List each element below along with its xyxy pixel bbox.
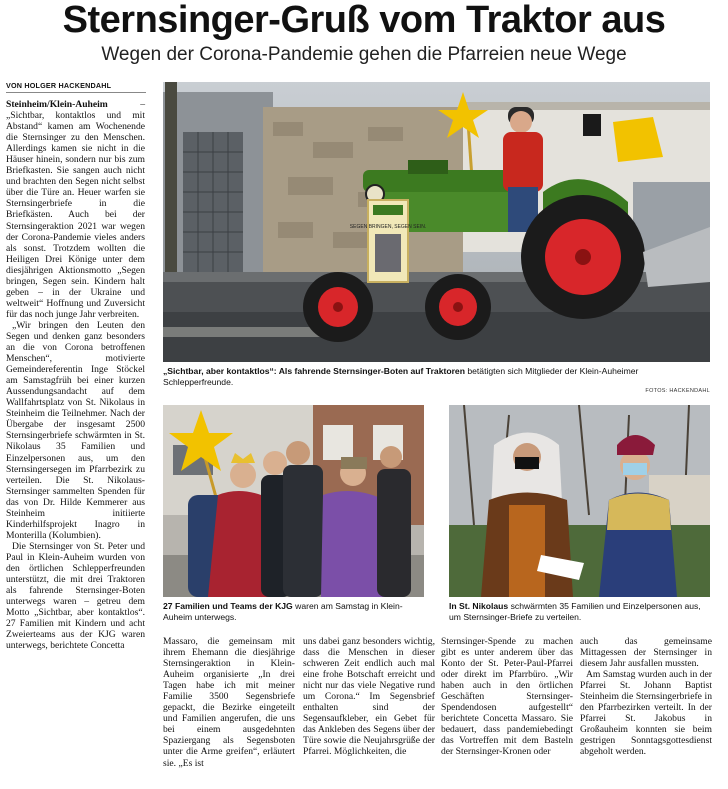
article-column-5 [580, 636, 712, 758]
caption-lead: 27 Familien und Teams der KJG [163, 601, 293, 611]
caption-lead: In St. Nikolaus [449, 601, 509, 611]
main-photo-caption [163, 366, 710, 388]
byline: VON HOLGER HACKENDAHL [6, 81, 146, 93]
paragraph: Massaro, die gemeinsam mit ihrem Ehemann die diesjährige Sternsingeraktion in Klein-Auheim organisierte „In drei Tagen habe ich mit meiner Familie 3500 Segensbriefe gepackt, die Bezirke eingeteilt und Familien angerufen, die uns bei einem ausgedehnten Spaziergang als Segensboten unter die Arme greifen“, erläutert sie. „Es ist [163, 636, 295, 769]
right-photo-caption [449, 601, 710, 623]
article-headline: Sternsinger-Gruß vom Traktor aus [62, 0, 666, 41]
dateline: Steinheim/Klein-Auheim [6, 99, 108, 110]
paragraph: Die Sternsinger von St. Peter und Paul in Klein-Auheim wurden von den örtlichen Schlepperfreunden unterstützt, die mit drei Traktoren als fahrende Sternsinger-Boten unterwegs waren – getreu dem Motto „Sichtbar, aber kontaktlos“. 27 Familien mit Kindern und acht Zweierteams aus der KJG waren unterwegs, berichtete Concetta [6, 540, 145, 652]
photo-credit: FOTOS: HACKENDAHL [645, 388, 710, 394]
paragraph: Am Samstag wurden auch in der Pfarrei St. Johann Baptist Steinheim die Sternsingerbriefe in den Pfarrbezirken verteilt. In der Pfarrei St. Jakobus in Großauheim konnten sie beim gestrigen Sonntagsgottesdienst abgeholt werden. [580, 669, 712, 758]
article-column-4 [441, 636, 573, 758]
photo-kjg-families [163, 405, 424, 597]
paragraph: „Wir bringen den Leuten den Segen und denken ganz besonders an die von Corona betroffenen Menschen“, motivierte Gemeindereferentin Inge Stöckel am Samstagfrüh bei einer kurzen Aussendungsandacht auf dem Wallfahrtsplatz von St. Nikolaus in Steinheim die Teilnehmer. Nach der Übergabe der insgesamt 2500 Sternsingerbriefe schwärmten in St. Nikolaus 35 Familien und Einzelpersonen aus, um den Sternsingersegen im Pfarrbezirk zu verteilen. Die St. Nikolaus-Sternsinger sammelten Spenden für das von Dr. Hilde Kemmerer aus Steinheim initiierte Kinderhilfsprojekt Inagro in Monterilla (Kolumbien). [6, 319, 145, 541]
article-subheadline: Wegen der Corona-Pandemie gehen die Pfarreien neue Wege [101, 44, 627, 65]
left-photo-caption [163, 601, 424, 623]
caption-text: betätigten sich Mitglieder der Klein-Auheimer Schlepperfreunde. [163, 366, 639, 387]
caption-text: schwärmten 35 Familien und Einzelpersonen aus, um Sternsinger-Briefe zu verteilen. [449, 601, 701, 622]
caption-text: waren am Samstag in Klein-Auheim unterwegs. [163, 601, 403, 622]
photo-st-nikolaus [449, 405, 710, 597]
article-column-1 [6, 99, 145, 651]
paragraph: – „Sichtbar, kontaktlos und mit Abstand“ kamen am Wochenende die Sternsinger zu den Menschen. Allerdings kamen sie nicht in die Häuser hinein, sondern nur bis zum Briefkasten. Sie sangen auch nicht und brachten den Segen nicht selbst über die Türe an. Heuer warfen sie Sternsingerbriefe in die Briefkästen. Auch bei der Sternsingeraktion 2021 war wegen der Corona-Pandemie vieles anders als sonst. Trotzdem wollten die Heiligen Drei Könige unter dem diesjährigen Aktionsmotto „Segen bringen, Segen sein. Kindern halt geben – in der Ukraine und weltweit“ Hoffnung und Zuversicht für das noch junge Jahr verbreiten. [6, 99, 145, 320]
main-photo-tractor [163, 82, 710, 362]
caption-lead: „Sichtbar, aber kontaktlos“: Als fahrende Sternsinger-Boten auf Traktoren [163, 366, 465, 376]
tractor-sign-text: SEGEN BRINGEN, SEGEN SEIN. [349, 224, 427, 230]
paragraph: auch das gemeinsame Mittagessen der Sternsinger in diesem Jahr ausfallen mussten. [580, 636, 712, 670]
article-column-2 [163, 636, 295, 769]
article-column-3 [303, 636, 435, 758]
paragraph: uns dabei ganz besonders wichtig, dass die Menschen in dieser schweren Zeit endlich auch mal eine frohe Botschaft erreicht und nicht nur das viele Negative rund um Corona.“ Im Segensbrief enthalten sind der Segensaufkleber, ein Gebet für das Ankleben des Segens über der Türe sowie die Neujahrsgrüße der Pfarrei. Möglichkeiten, die [303, 636, 435, 758]
paragraph: Sternsinger-Spende zu machen gibt es unter anderem über das Konto der St. Peter-Paul-Pfarrei oder direkt im Pfarrbüro. „Wir haben auch in den örtlichen Geschäften Sternsinger-Spendendosen aufgestellt“ berichtete Concetta Massaro. Sie bedauert, dass pandemiebedingt das Vortreffen mit dem Basteln der Sternsinger-Kronen oder [441, 636, 573, 758]
